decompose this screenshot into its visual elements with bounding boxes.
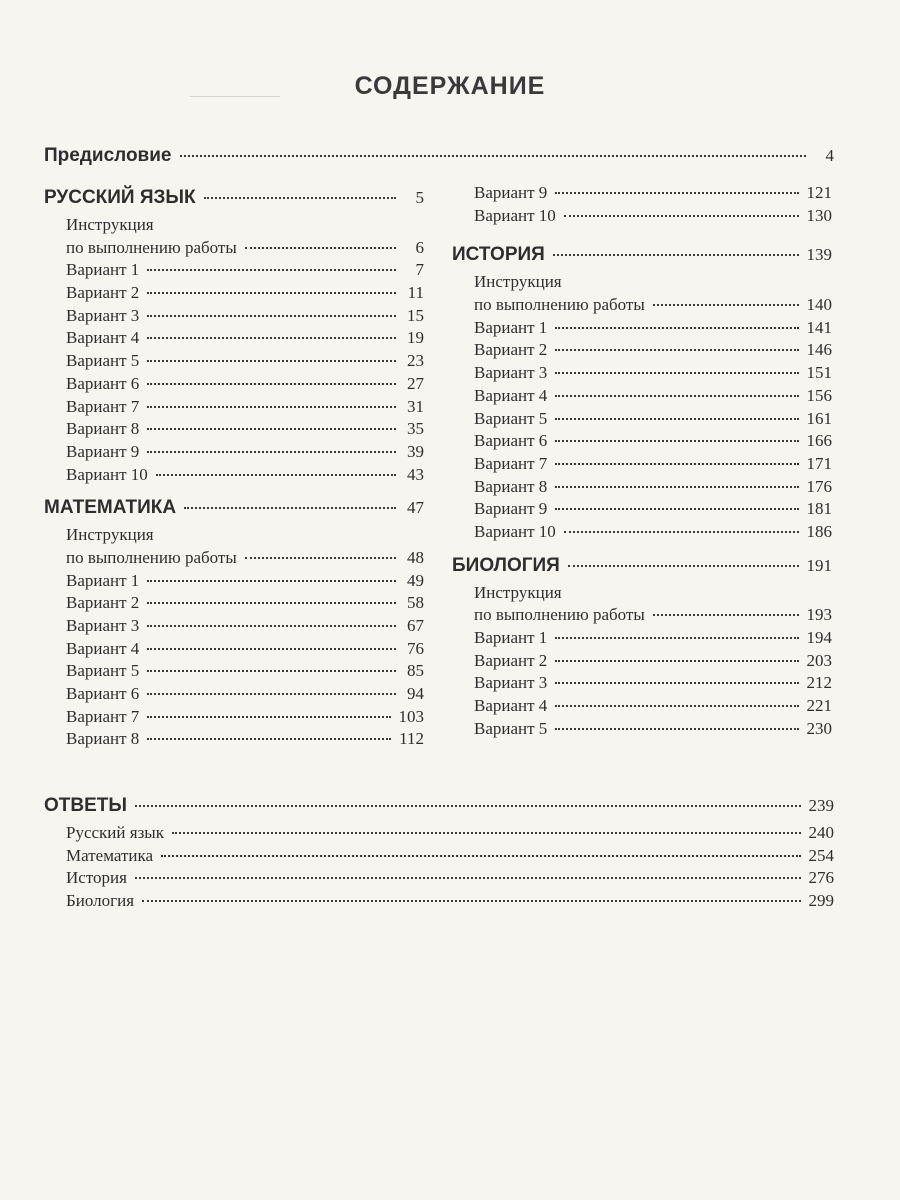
entry-label: Вариант 1 [474,628,548,647]
entry-label: Вариант 3 [66,616,140,635]
page-number: 6 [415,237,424,257]
toc-entry[interactable] [44,327,424,350]
entry-label: Вариант 10 [474,205,556,225]
entry-label: Вариант 8 [66,419,140,439]
leader-dots [555,327,798,329]
toc-entry[interactable] [44,282,424,305]
leader-dots [147,716,390,718]
leader-dots [555,463,798,465]
toc-section-russian[interactable] [44,182,424,214]
answers-block [44,790,834,913]
toc-entry[interactable] [44,305,424,328]
page-number: 254 [808,845,834,865]
toc-entry-instruction[interactable] [44,237,424,260]
leader-dots [142,900,800,902]
section-heading: МАТЕМАТИКА [44,497,177,519]
leader-dots [147,292,396,294]
answers-list [44,822,834,913]
leader-dots [653,304,799,306]
toc-entry[interactable] [44,259,424,282]
toc-entry[interactable] [44,570,424,593]
leader-dots [184,507,396,509]
page-number: 140 [806,295,832,315]
toc-entry[interactable] [452,627,832,650]
leader-dots [147,269,396,271]
page-number: 11 [407,283,424,303]
toc-entry[interactable] [44,350,424,373]
toc-entry[interactable] [452,695,832,718]
entry-label: Вариант 4 [66,328,140,348]
toc-entry[interactable] [452,339,832,362]
toc-entry[interactable] [44,615,424,638]
toc-entry[interactable] [44,464,424,487]
leader-dots [147,451,396,453]
page-number: 23 [407,351,424,371]
leader-dots [147,360,396,362]
toc-entry[interactable] [452,453,832,476]
page-number: 58 [407,593,424,613]
leader-dots [653,614,799,616]
toc-entry[interactable] [452,476,832,499]
entry-label: Вариант 10 [66,464,148,484]
page-number: 19 [407,328,424,348]
toc-entry[interactable] [44,441,424,464]
section-heading: ИСТОРИЯ [452,244,545,266]
entry-label: Вариант 5 [474,408,548,428]
entry-label: Биология [66,891,135,911]
entry-label: Математика [66,845,154,865]
leader-dots [135,877,801,879]
toc-section-answers[interactable] [44,790,834,822]
leader-dots [147,738,391,740]
toc-entry[interactable] [44,822,834,845]
entry-label: Вариант 1 [474,317,548,337]
toc-entry[interactable] [452,718,832,741]
leader-dots [555,660,798,662]
leader-dots [555,372,798,374]
leader-dots [147,406,396,408]
section-heading: БИОЛОГИЯ [452,554,560,576]
entry-label: Вариант 1 [66,570,140,590]
leader-dots [555,440,798,442]
page-number: 121 [806,183,832,202]
entry-label: Вариант 2 [66,593,140,613]
leader-dots [180,155,807,157]
toc-entry[interactable] [452,521,832,544]
entry-label: Вариант 9 [474,183,548,202]
page-title: СОДЕРЖАНИЕ [354,72,546,100]
page-number: 35 [407,419,424,439]
page-number: 161 [806,408,832,428]
leader-dots [555,418,798,420]
leader-dots [147,670,396,672]
page-number: 48 [407,547,424,567]
page-number: 156 [806,385,832,405]
leader-dots [245,247,396,249]
leader-dots [135,805,801,807]
page-number: 7 [415,260,424,280]
page-number: 141 [806,317,832,337]
left-column [44,182,424,751]
entry-label: Вариант 4 [474,696,548,716]
page-number: 43 [407,464,424,484]
toc-section-biology[interactable] [452,550,832,582]
variant-list [44,570,424,752]
page-number: 15 [407,305,424,325]
entry-label: Вариант 9 [474,499,548,519]
toc-entry[interactable] [44,706,424,729]
leader-dots [147,580,396,582]
page-number: 85 [407,661,424,681]
page-number: 181 [806,499,832,519]
leader-dots [156,474,396,476]
page-number: 39 [407,441,424,461]
leader-dots [161,855,800,857]
toc-section-history[interactable] [452,239,832,271]
entry-label: Вариант 2 [474,650,548,670]
page-number: 94 [407,684,424,704]
leader-dots [147,602,396,604]
toc-entry[interactable] [452,498,832,521]
toc-entry[interactable] [452,182,832,205]
leader-dots [204,197,396,199]
section-heading: ОТВЕТЫ [44,795,127,816]
variant-list [452,627,832,740]
page-number: 186 [806,521,832,541]
entry-label: Вариант 5 [66,661,140,681]
preface-block [44,140,834,172]
toc-entry[interactable] [452,672,832,695]
page-number: 194 [806,628,832,647]
entry-label: Вариант 6 [66,684,140,704]
page-number: 130 [806,205,832,225]
page-number: 67 [407,616,424,635]
page-number: 49 [407,570,424,590]
entry-label: Вариант 6 [474,431,548,451]
toc-entry[interactable] [452,205,832,228]
page-number: 276 [808,868,834,888]
leader-dots [555,486,798,488]
page-number: 299 [808,891,834,911]
entry-label: Вариант 4 [474,385,548,405]
page-number: 191 [806,555,832,575]
page-number: 193 [806,605,832,625]
toc-entry[interactable] [44,890,834,913]
page-number: 176 [806,476,832,496]
entry-label: Вариант 1 [66,260,140,280]
page-number: 239 [808,796,834,815]
toc-entry[interactable] [44,592,424,615]
toc-section-math[interactable] [44,492,424,524]
toc-entry[interactable] [44,638,424,661]
page-number: 27 [407,373,424,393]
entry-label: Вариант 2 [474,340,548,360]
leader-dots [564,215,799,217]
instruction-line1: Инструкция [66,525,154,545]
instruction-line1: Инструкция [474,272,562,292]
page-number: 5 [415,188,424,207]
page-number: 240 [808,823,834,842]
instruction-line1: Инструкция [66,215,154,234]
entry-label: Вариант 9 [66,441,140,461]
leader-dots [147,693,396,695]
toc-entry[interactable] [452,430,832,453]
toc-entry[interactable] [44,396,424,419]
page-number: 31 [407,396,424,416]
entry-label: Вариант 2 [66,283,140,303]
leader-dots [555,349,798,351]
leader-dots [172,832,801,834]
entry-label: Вариант 8 [474,476,548,496]
leader-dots [555,705,798,707]
entry-label: Вариант 7 [66,396,140,416]
toc-entry-instruction[interactable] [44,547,424,570]
leader-dots [147,648,396,650]
entry-label: по выполнению работы [66,547,237,567]
variant-list [452,317,832,544]
toc-entry[interactable] [44,373,424,396]
entry-label: по выполнению работы [474,295,645,315]
toc-entry-preface[interactable] [44,140,834,172]
page-number: 47 [407,498,424,518]
entry-label: по выполнению работы [474,605,645,625]
page-number: 103 [398,706,424,726]
entry-label: Вариант 5 [474,718,548,738]
leader-dots [147,625,396,627]
instruction-line1: Инструкция [474,582,562,602]
entry-label: Вариант 10 [474,521,556,541]
toc-entry[interactable] [452,408,832,431]
leader-dots [553,254,799,256]
entry-label: История [66,868,127,888]
leader-dots [147,337,396,339]
toc-entry-instruction[interactable] [452,294,832,317]
leader-dots [555,682,798,684]
page-number: 171 [806,453,832,473]
page-number: 146 [806,340,832,360]
page-number: 151 [806,363,832,383]
page-number: 166 [806,431,832,451]
leader-dots [147,383,396,385]
leader-dots [568,565,799,567]
page-number: 203 [806,650,832,670]
entry-label: Вариант 3 [474,673,548,693]
leader-dots [555,637,798,639]
page-number: 221 [806,696,832,716]
leader-dots [147,428,396,430]
toc-entry[interactable] [452,317,832,340]
entry-label: Предисловие [44,145,172,166]
page-number: 4 [825,146,834,165]
entry-label: Русский язык [66,823,164,842]
toc-entry[interactable] [44,660,424,683]
page-number: 76 [407,638,424,658]
entry-label: Вариант 3 [66,305,140,325]
variant-list [44,259,424,486]
page-number: 139 [806,245,832,265]
entry-label: Вариант 7 [474,453,548,473]
toc-entry[interactable] [452,650,832,673]
toc-entry-instruction[interactable] [452,604,832,627]
page-number: 112 [399,729,424,749]
page-number: 212 [806,673,832,693]
leader-dots [555,192,798,194]
toc-entry[interactable] [44,418,424,441]
toc-entry[interactable] [44,867,834,890]
right-column [452,182,832,740]
entry-label: Вариант 8 [66,729,140,749]
entry-label: Вариант 7 [66,706,140,726]
section-heading: РУССКИЙ ЯЗЫК [44,187,196,208]
leader-dots [555,508,798,510]
variant-list [452,182,832,227]
leader-dots [555,728,798,730]
leader-dots [147,315,396,317]
toc-entry[interactable] [452,362,832,385]
leader-dots [564,531,799,533]
leader-dots [245,557,396,559]
entry-label: Вариант 3 [474,363,548,383]
entry-label: Вариант 5 [66,351,140,371]
toc-entry[interactable] [44,845,834,868]
toc-entry[interactable] [44,683,424,706]
entry-label: по выполнению работы [66,237,237,257]
entry-label: Вариант 6 [66,373,140,393]
page-number: 230 [806,718,832,738]
toc-entry[interactable] [44,728,424,751]
entry-label: Вариант 4 [66,638,140,658]
leader-dots [555,395,798,397]
toc-entry[interactable] [452,385,832,408]
